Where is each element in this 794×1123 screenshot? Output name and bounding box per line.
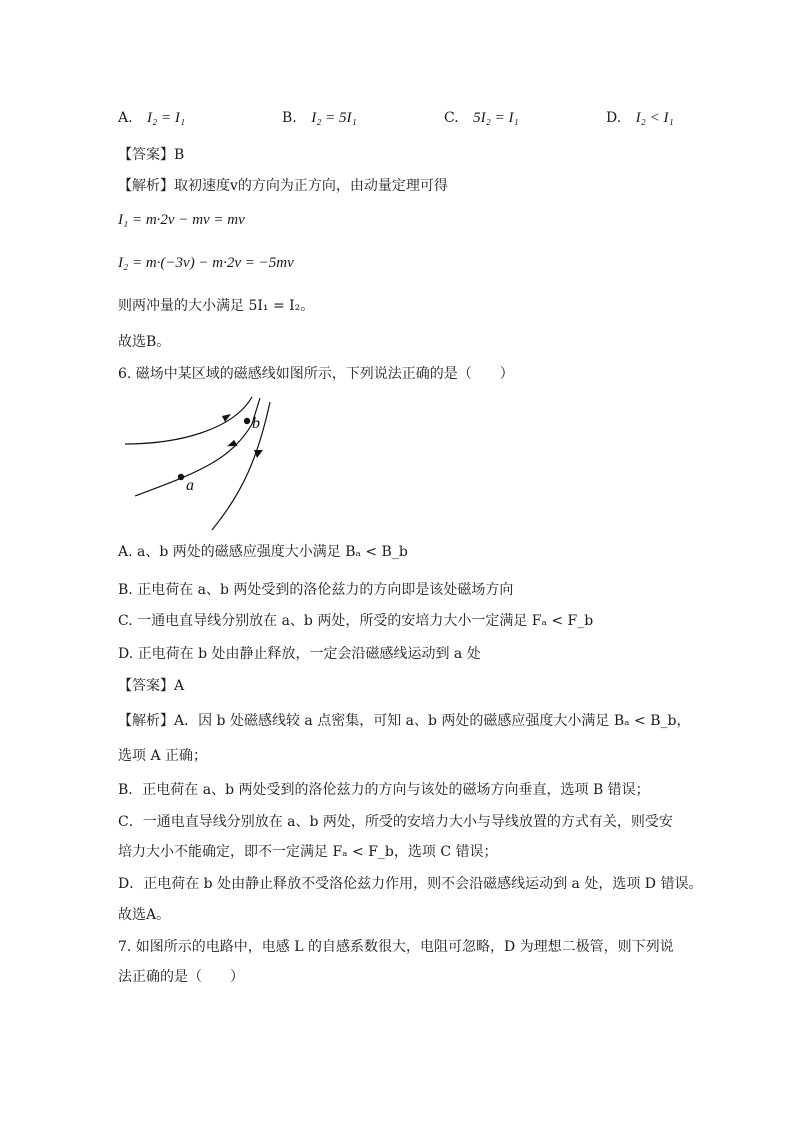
q7-stem-line-2: 法正确的是（ ） <box>118 969 244 985</box>
option-text: I₂ = 5I₁ <box>311 110 357 126</box>
q6-option-a: A. a、b 两处的磁感应强度大小满足 Bₐ < B_b <box>118 544 408 560</box>
q5-option-d <box>606 108 674 128</box>
q5-answer: 【答案】B <box>118 147 185 163</box>
q6-answer: 【答案】A <box>118 678 185 694</box>
q6-option-c: C. 一通电直导线分别放在 a、b 两处，所受的安培力大小一定满足 Fₐ < F_b <box>118 613 594 629</box>
field-line-bottom <box>212 402 270 530</box>
field-line-middle <box>135 398 260 496</box>
q5-analysis-intro: 【解析】取初速度v的方向为正方向，由动量定理可得 <box>118 178 448 194</box>
point-a <box>178 474 184 480</box>
option-label: D. <box>606 110 622 126</box>
q6-analysis-line-2: 选项 A 正确； <box>118 748 208 764</box>
q6-analysis-line-4: C．一通电直导线分别放在 a、b 两处，所受的安培力大小与导线放置的方式有关，则受安 <box>118 814 673 830</box>
label-a: a <box>186 477 194 494</box>
q6-option-d: D. 正电荷在 b 处由静止释放，一定会沿磁感线运动到 a 处 <box>118 646 481 662</box>
label-b: b <box>252 415 260 432</box>
q5-option-b <box>282 108 357 128</box>
q5-option-a <box>118 108 185 128</box>
q5-option-c <box>444 108 519 128</box>
q6-analysis-line-3: B．正电荷在 a、b 两处受到的洛伦兹力的方向与该处的磁场方向垂直，选项 B 错误； <box>118 782 650 798</box>
field-lines-diagram <box>118 392 288 534</box>
q5-equation-1: I₁ = m·2v − mv = mv <box>118 212 245 228</box>
field-line-top <box>125 397 252 444</box>
option-label: C. <box>444 110 459 126</box>
point-b <box>244 418 250 424</box>
q6-analysis-line-1: 【解析】A．因 b 处磁感线较 a 点密集，可知 a、b 两处的磁感应强度大小满足 Bₐ < B_b， <box>118 713 691 729</box>
option-label: A. <box>118 110 133 126</box>
q5-final: 故选B。 <box>118 334 171 350</box>
arrow-top <box>222 414 231 422</box>
q6-final: 故选A。 <box>118 907 171 923</box>
option-text: 5I₂ = I₁ <box>473 110 519 126</box>
q6-option-b: B. 正电荷在 a、b 两处受到的洛伦兹力的方向即是该处磁场方向 <box>118 582 514 598</box>
option-label: B. <box>282 110 297 126</box>
q6-stem: 6. 磁场中某区域的磁感线如图所示，下列说法正确的是（ ） <box>118 366 514 382</box>
q6-analysis-line-6: D．正电荷在 b 处由静止释放不受洛伦兹力作用，则不会沿磁感线运动到 a 处，选项 D 错误。 <box>118 876 703 892</box>
q5-equation-2: I₂ = m·(−3v) − m·2v = −5mv <box>118 255 294 271</box>
magnetic-field-figure <box>118 392 288 534</box>
option-text: I₂ = I₁ <box>147 110 186 126</box>
q6-analysis-line-5: 培力大小不能确定，即不一定满足 Fₐ < F_b，选项 C 错误； <box>118 844 498 860</box>
option-text: I₂ < I₁ <box>635 110 674 126</box>
q5-conclusion: 则两冲量的大小满足 5I₁ = I₂。 <box>118 298 315 314</box>
q7-stem-line-1: 7. 如图所示的电路中，电感 L 的自感系数很大，电阻可忽略，D 为理想二极管，则下列说 <box>118 939 674 955</box>
